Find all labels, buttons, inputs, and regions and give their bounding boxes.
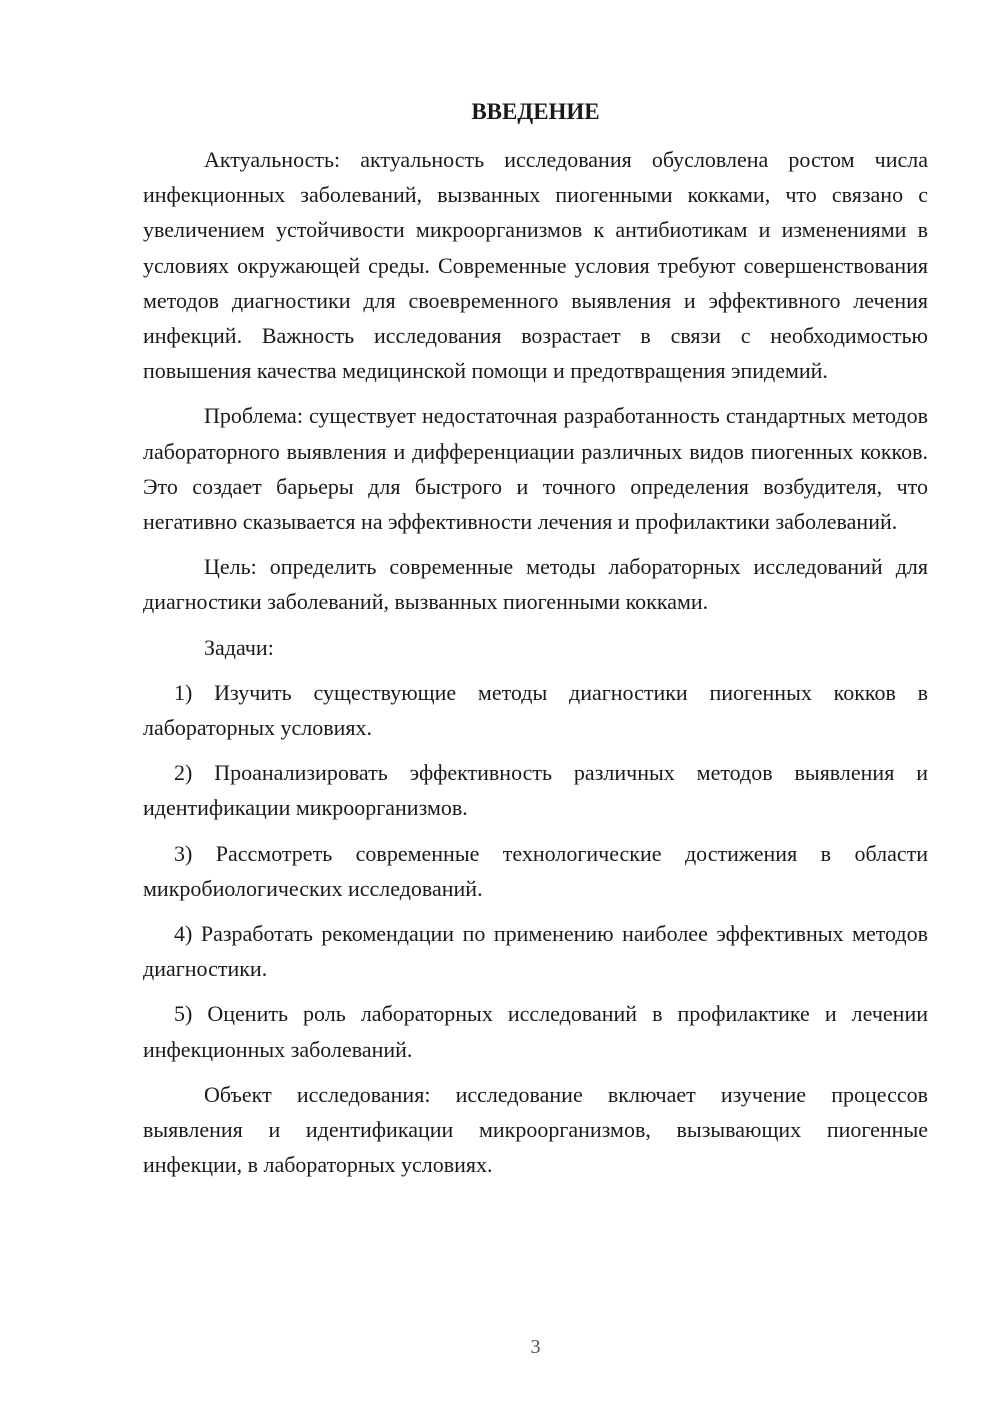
task-item-5: 5) Оценить роль лабораторных исследований в профилактике и лечении инфекционных заболеваний. <box>143 1001 928 1062</box>
page-number: 3 <box>530 1336 541 1358</box>
goal-paragraph: Цель: определить современные методы лабораторных исследований для диагностики заболеваний, вызванных пиогенными кокками. <box>143 554 928 615</box>
tasks-heading: Задачи: <box>204 634 274 660</box>
document-body <box>143 142 928 1192</box>
task-item-2: 2) Проанализировать эффективность различных методов выявления и идентификации микроорганизмов. <box>143 760 928 821</box>
problem-paragraph: Проблема: существует недостаточная разработанность стандартных методов лабораторного выявления и дифференциации различных видов пиогенных кокков. Это создает барьеры для быстрого и точного определения возбудителя, что негативно сказывается на эффективности лечения и профилактики заболеваний. <box>143 403 928 535</box>
task-item-3: 3) Рассмотреть современные технологические достижения в области микробиологических исследований. <box>143 840 928 901</box>
task-item-1: 1) Изучить существующие методы диагностики пиогенных кокков в лабораторных условиях. <box>143 679 928 741</box>
section-title: ВВЕДЕНИЕ <box>471 99 600 124</box>
relevance-paragraph: Актуальность: актуальность исследования обусловлена ростом числа инфекционных заболеваний, вызванных пиогенными кокками, что связано с увеличением устойчивости микроорганизмов к антибиотикам и изменениями в условиях окружающей среды. Современные условия требуют совершенствования методов диагностики для своевременного выявления и эффективного лечения инфекций. Важность исследования возрастает в связи с необходимостью повышения качества медицинской помощи и предотвращения эпидемий. <box>143 147 928 384</box>
task-item-4: 4) Разработать рекомендации по применению наиболее эффективных методов диагностики. <box>143 921 928 982</box>
object-paragraph: Объект исследования: исследование включает изучение процессов выявления и идентификации микроорганизмов, вызывающих пиогенные инфекции, в лабораторных условиях. <box>143 1081 928 1178</box>
